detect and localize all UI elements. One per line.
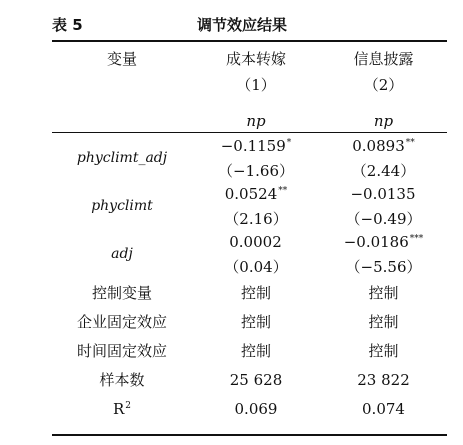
header-col1-number: （1） <box>236 75 276 94</box>
top-rule <box>52 40 447 42</box>
significance-stars: *** <box>409 234 424 244</box>
control-cell: 控制 <box>368 342 399 360</box>
control-row <box>52 278 447 307</box>
dependent-var-col1: np <box>246 112 266 130</box>
coef-cell: 0.0002 <box>229 233 282 251</box>
stat-cell: 23 822 <box>357 370 410 389</box>
coef-cell: −0.0186*** <box>343 233 424 251</box>
coef-cell: 0.0893** <box>352 137 415 155</box>
coef-row <box>52 134 447 158</box>
bottom-rule <box>52 434 447 436</box>
stat-row <box>52 365 447 394</box>
tstat-cell: （−0.49） <box>345 209 422 228</box>
coef-cell: −0.1159* <box>220 137 292 155</box>
tstat-cell: （2.16） <box>224 209 288 228</box>
coef-cell: 0.0524** <box>224 185 288 203</box>
significance-stars: ** <box>405 138 415 148</box>
row-label: 控制变量 <box>91 284 152 302</box>
row-label: phyclimt <box>91 198 153 214</box>
tstat-cell: （−1.66） <box>218 161 294 180</box>
table-caption <box>0 0 463 36</box>
header-col2-number: （2） <box>363 75 404 94</box>
row-label: phyclimt_adj <box>76 150 168 166</box>
tstat-cell: （2.44） <box>351 161 416 180</box>
row-label: adj <box>111 246 133 262</box>
header-number-row <box>52 71 447 97</box>
stat-cell: 0.069 <box>234 399 278 418</box>
control-cell: 控制 <box>240 284 271 302</box>
control-row <box>52 307 447 336</box>
header-col1: 成本转嫁 <box>225 49 286 68</box>
coef-cell: −0.0135 <box>350 185 416 203</box>
row-label: 企业固定效应 <box>76 313 167 331</box>
control-cell: 控制 <box>240 313 271 331</box>
control-row <box>52 336 447 365</box>
table-number: 表 5 <box>52 16 83 34</box>
coef-row <box>52 230 447 254</box>
header-variable: 变量 <box>106 49 137 68</box>
stat-row <box>52 394 447 423</box>
dependent-variable-row <box>52 108 447 134</box>
tstat-cell: （0.04） <box>224 257 288 276</box>
row-label: $R^2$ <box>112 399 132 418</box>
regression-table <box>52 45 447 423</box>
row-label: 时间固定效应 <box>76 342 167 360</box>
table-title: 调节效应结果 <box>197 16 288 34</box>
header-rule <box>52 132 447 133</box>
control-cell: 控制 <box>368 313 399 331</box>
tstat-cell: （−5.56） <box>345 257 422 276</box>
header-col2: 信息披露 <box>353 49 414 68</box>
row-label: 样本数 <box>99 371 145 389</box>
dependent-var-col2: np <box>373 112 394 130</box>
control-cell: 控制 <box>240 342 271 360</box>
header-row <box>52 45 447 71</box>
significance-stars: ** <box>278 186 288 196</box>
coef-row <box>52 182 447 206</box>
control-cell: 控制 <box>368 284 399 302</box>
stat-cell: 25 628 <box>229 370 283 389</box>
significance-stars: * <box>286 138 292 148</box>
stat-cell: 0.074 <box>362 399 405 418</box>
